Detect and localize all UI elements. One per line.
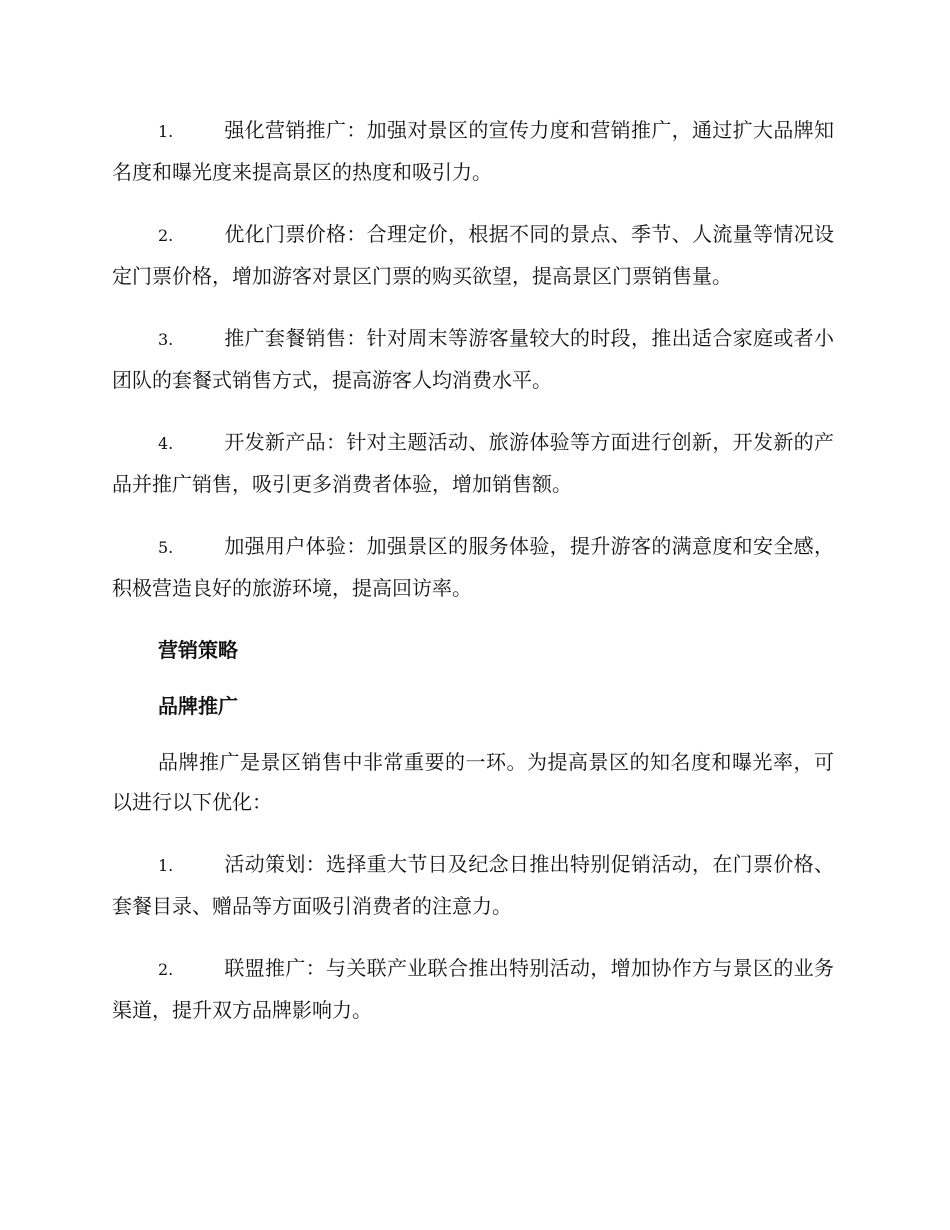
list-number: 1.	[158, 122, 174, 141]
list-item	[112, 318, 834, 400]
list-item	[112, 948, 834, 1030]
list-text: 活动策划：选择重大节日及纪念日推出特别促销活动，在门票价格、套餐目录、赠品等方面吸引消费者的注意力。	[112, 852, 834, 918]
intro-paragraph: 品牌推广是景区销售中非常重要的一环。为提高景区的知名度和曝光率，可以进行以下优化：	[112, 750, 834, 814]
list-number: 2.	[158, 226, 174, 245]
section-heading-marketing-strategy: 营销策略	[158, 638, 238, 662]
list-item	[112, 422, 834, 504]
document-content	[112, 110, 834, 1052]
list-number: 1.	[158, 856, 174, 875]
list-number: 2.	[158, 960, 174, 979]
list-item	[112, 844, 834, 926]
list-number: 3.	[158, 330, 174, 349]
section-heading-brand-promotion: 品牌推广	[158, 694, 238, 718]
list-text: 加强用户体验：加强景区的服务体验，提升游客的满意度和安全感，积极营造良好的旅游环境，提高回访率。	[112, 534, 834, 600]
list-item	[112, 214, 834, 296]
list-text: 联盟推广：与关联产业联合推出特别活动，增加协作方与景区的业务渠道，提升双方品牌影响力。	[112, 956, 834, 1022]
list-item	[112, 526, 834, 608]
list-number: 5.	[158, 538, 174, 557]
list-text: 开发新产品：针对主题活动、旅游体验等方面进行创新，开发新的产品并推广销售，吸引更多消费者体验，增加销售额。	[112, 430, 834, 496]
list-text: 推广套餐销售：针对周末等游客量较大的时段，推出适合家庭或者小团队的套餐式销售方式，提高游客人均消费水平。	[112, 326, 834, 392]
list-item	[112, 110, 834, 192]
list-text: 优化门票价格：合理定价，根据不同的景点、季节、人流量等情况设定门票价格，增加游客对景区门票的购买欲望，提高景区门票销售量。	[112, 222, 834, 288]
list-text: 强化营销推广：加强对景区的宣传力度和营销推广，通过扩大品牌知名度和曝光度来提高景区的热度和吸引力。	[112, 118, 834, 184]
list-number: 4.	[158, 434, 174, 453]
